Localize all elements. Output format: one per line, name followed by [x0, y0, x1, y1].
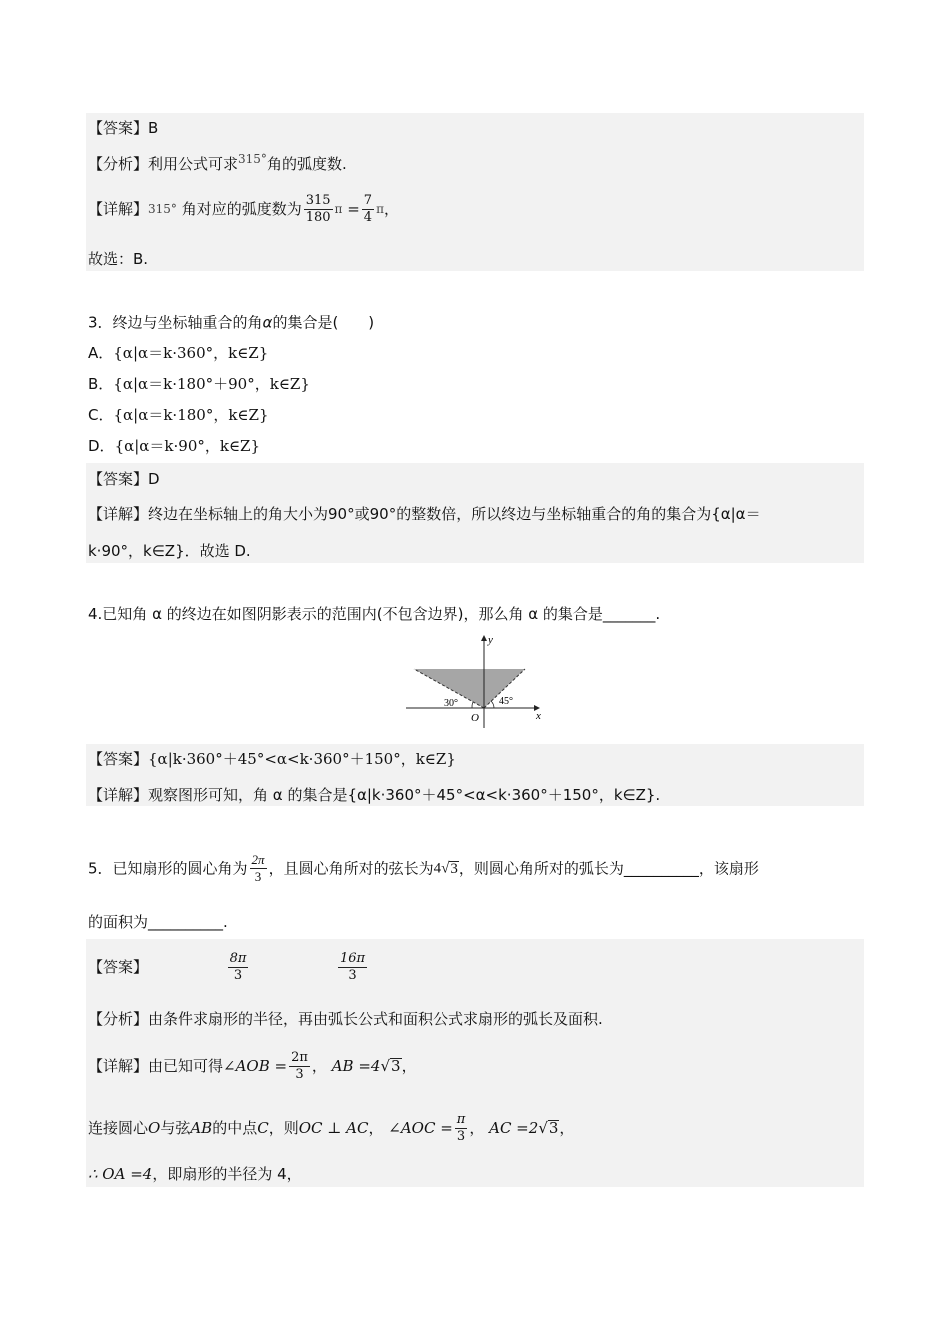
q5-detail-line2: 连接圆心O与弦AB的中点C，则OC ⊥ AC， ∠AOC = $\frac{\pi}{3}$ ， AC =2√3， [88, 1111, 575, 1144]
origin-label: O [471, 712, 479, 724]
angle-figure [400, 630, 560, 732]
q2-answer-line [88, 117, 158, 138]
q2-conclusion: 故选：B. [88, 250, 149, 268]
q5-stem-line1: 5．已知扇形的圆心角为 $\frac{2\pi}{3}$ ，且圆心角所对的弦长为4√3，则圆心角所对的弧长为__________，该扇形 [88, 852, 759, 884]
fraction: $\frac{\pi}{3}$ [456, 1111, 466, 1144]
analysis-label: 【分析】 [88, 155, 149, 173]
q3-stem: 3．终边与坐标轴重合的角α的集合是( ) [88, 313, 375, 332]
q4-detail-line: 【详解】观察图形可知，角 α 的集合是{α|k·360°＋45°<α<k·360°＋150°，k∈Z}. [88, 786, 661, 804]
arc-45 [491, 701, 494, 708]
answer-arc-length: $\frac{8\pi}{3}$ [229, 950, 247, 983]
q5-detail-line1: 【详解】由已知可得∠AOB = $\frac{2\pi}{3}$ ， AB =4√3， [88, 1049, 417, 1082]
q5-stem-line2: 的面积为__________. [88, 913, 228, 931]
q3-detail-line2: k·90°，k∈Z}．故选 D. [88, 542, 251, 560]
q3-option-a: A．{α|α＝k·360°，k∈Z} [88, 344, 269, 362]
answer-area: $\frac{16\pi}{3}$ [339, 950, 366, 983]
fraction: $\frac{2\pi}{3}$ [251, 852, 265, 884]
q3-detail-line1: 【详解】终边在坐标轴上的角大小为90°或90°的整数倍，所以终边与坐标轴重合的角的集合为{α|α＝ [88, 505, 761, 523]
q3-option-c: C．{α|α＝k·180°，k∈Z} [88, 406, 269, 424]
q5-answer-line: 【答案】 $\frac{8\pi}{3}$ $\frac{16\pi}{3}$ [88, 950, 366, 983]
answer-value: B [148, 119, 159, 137]
y-axis-arrow [481, 635, 487, 641]
fraction: $\frac{2\pi}{3}$ [291, 1049, 308, 1082]
q3-answer-line: 【答案】D [88, 470, 160, 488]
x-label: x [536, 710, 541, 722]
q3-option-d: D．{α|α＝k·90°，k∈Z} [88, 437, 261, 455]
fraction: $\frac{315}{180}$ [305, 192, 331, 225]
y-label: y [488, 634, 493, 646]
q4-stem: 4.已知角 α 的终边在如图阴影表示的范围内(不包含边界)，那么角 α 的集合是_______. [88, 605, 661, 623]
fraction: $\frac{7}{4}$ [363, 192, 373, 225]
arc-30 [472, 702, 473, 708]
q2-analysis-line: 【分析】利用公式可求$^{315^\circ}$角的弧度数. [88, 152, 347, 173]
q2-detail-line: 【详解】315° 角对应的弧度数为 $\frac{315}{180}$ π = $\frac{7}{4}$ π， [88, 192, 399, 225]
answer-label: 【答案】 [88, 119, 149, 137]
angle-45-label: 45° [499, 696, 513, 707]
q5-detail-line3: ∴ OA =4，即扇形的半径为 4， [88, 1165, 302, 1183]
q5-analysis-line: 【分析】由条件求扇形的半径，再由弧长公式和面积公式求扇形的弧长及面积. [88, 1010, 603, 1028]
detail-label: 【详解】 [88, 200, 149, 218]
q4-answer-line: 【答案】{α|k·360°＋45°<α<k·360°＋150°，k∈Z} [88, 750, 456, 768]
q3-option-b: B．{α|α＝k·180°＋90°，k∈Z} [88, 375, 310, 393]
angle-30-label: 30° [444, 698, 458, 709]
